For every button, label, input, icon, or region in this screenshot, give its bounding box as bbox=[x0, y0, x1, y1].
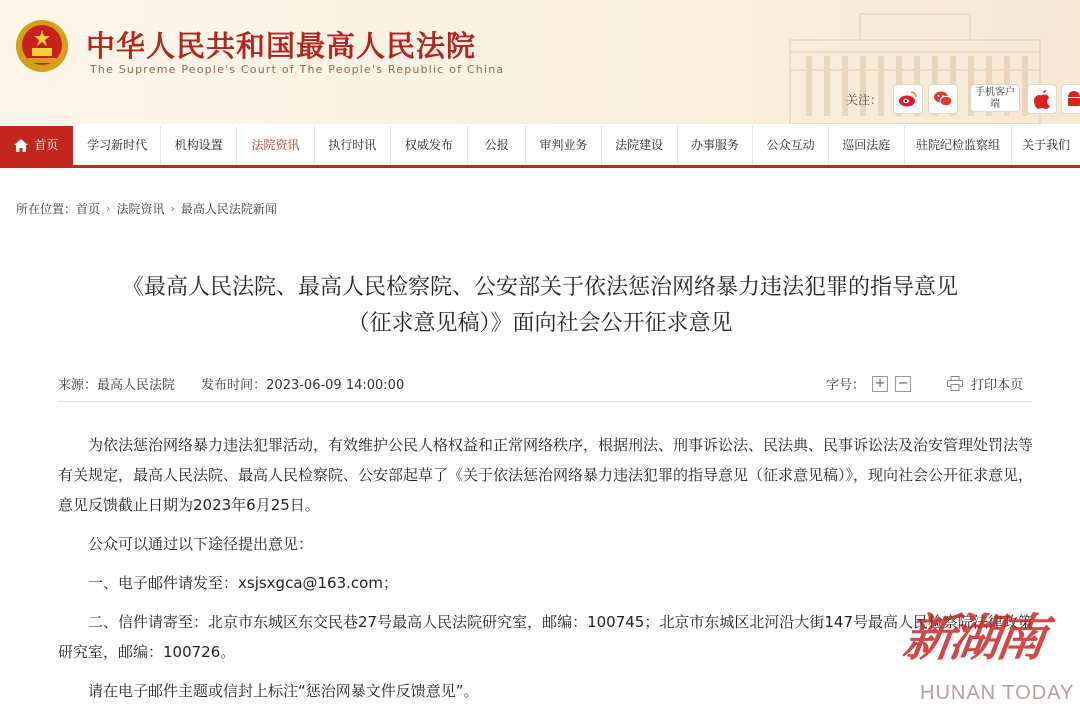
watermark-subtext: HUNAN TODAY bbox=[920, 682, 1075, 704]
article-paragraph: 为依法惩治网络暴力违法犯罪活动，有效维护公民人格权益和正常网络秩序，根据刑法、刑事诉讼法、民法典、民事诉讼法及治安管理处罚法等有关规定，最高人民法院、最高人民检察院、公安部起草了《关于依法惩治网络暴力违法犯罪的指导意见（征求意见稿）》，现向社会公开征求意见，意见反馈截止日期为2023年6月25日。 bbox=[58, 436, 1034, 514]
chevron-right-icon: › bbox=[170, 202, 175, 215]
article-tools bbox=[826, 374, 1023, 393]
font-decrease-button[interactable]: − bbox=[895, 376, 911, 392]
article-meta bbox=[58, 374, 426, 393]
print-label: 打印本页 bbox=[971, 378, 1024, 393]
article-body bbox=[58, 430, 1034, 715]
site-title[interactable]: 中华人民共和国最高人民法院 bbox=[86, 29, 477, 63]
article-paragraph: 公众可以通过以下途径提出意见： bbox=[88, 535, 314, 553]
breadcrumb-prefix: 所在位置：首页 bbox=[16, 202, 101, 216]
weibo-icon[interactable] bbox=[893, 84, 923, 114]
watermark-logo-text: 新湖南 bbox=[899, 608, 1047, 667]
font-size-label: 字号： bbox=[826, 378, 866, 393]
nav-item-jijian[interactable]: 驻院纪检监察组 bbox=[905, 126, 1013, 165]
article-title-line-2: （征求意见稿）》面向社会公开征求意见 bbox=[347, 311, 733, 336]
breadcrumb-home[interactable]: 首页 bbox=[76, 202, 101, 216]
meta-divider bbox=[58, 401, 1032, 402]
wechat-icon[interactable] bbox=[928, 84, 958, 114]
site-header bbox=[0, 0, 1080, 124]
printer-icon bbox=[947, 376, 963, 391]
nav-item-banshi[interactable]: 办事服务 bbox=[678, 126, 754, 165]
apple-icon[interactable] bbox=[1027, 84, 1057, 114]
nav-item-xunhui[interactable]: 巡回法庭 bbox=[829, 126, 905, 165]
site-subtitle: The Supreme People's Court of The People's Republic of China bbox=[90, 63, 505, 76]
nav-item-label: 首页 bbox=[34, 138, 59, 152]
article-title bbox=[40, 270, 1040, 342]
mobile-client-label: 手机客户端 bbox=[975, 87, 1015, 110]
nav-item-gongbao[interactable]: 公报 bbox=[468, 126, 526, 165]
home-icon bbox=[14, 139, 28, 152]
article-paragraph: 一、电子邮件请发至：xsjsxgca@163.com； bbox=[88, 574, 398, 592]
nav-item-quanwei[interactable]: 权威发布 bbox=[391, 126, 469, 165]
main-navigation bbox=[0, 126, 1080, 168]
android-icon[interactable] bbox=[1061, 84, 1080, 114]
national-emblem-icon bbox=[14, 18, 70, 74]
article-paragraph: 二、信件请寄至：北京市东城区东交民巷27号最高人民法院研究室，邮编：100745；北京市东城区北河沿大街147号最高人民检察院法律政策研究室，邮编：100726。 bbox=[58, 613, 1033, 661]
nav-item-gongzhong[interactable]: 公众互动 bbox=[753, 126, 829, 165]
nav-item-fayuan-zixun[interactable]: 法院资讯 bbox=[237, 126, 315, 165]
breadcrumb bbox=[16, 200, 277, 217]
chevron-right-icon: › bbox=[106, 202, 111, 215]
article-publish-time: 发布时间：2023-06-09 14:00:00 bbox=[201, 378, 405, 393]
font-increase-button[interactable]: + bbox=[872, 376, 888, 392]
nav-item-xuexi[interactable]: 学习新时代 bbox=[74, 126, 162, 165]
breadcrumb-fayuan-zixun[interactable]: 法院资讯 bbox=[116, 202, 165, 216]
hunan-today-watermark bbox=[899, 598, 1076, 710]
breadcrumb-current[interactable]: 最高人民法院新闻 bbox=[180, 202, 277, 216]
article-paragraph: 请在电子邮件主题或信封上标注“惩治网暴文件反馈意见”。 bbox=[88, 682, 479, 700]
nav-item-zhixing[interactable]: 执行时讯 bbox=[315, 126, 391, 165]
nav-item-home[interactable] bbox=[0, 126, 74, 165]
article-source: 来源：最高人民法院 bbox=[58, 378, 176, 393]
nav-item-shenpan[interactable]: 审判业务 bbox=[526, 126, 602, 165]
nav-item-jigou[interactable]: 机构设置 bbox=[161, 126, 237, 165]
mobile-client-button[interactable] bbox=[970, 84, 1020, 112]
article-title-line-1: 《最高人民法院、最高人民检察院、公安部关于依法惩治网络暴力违法犯罪的指导意见 bbox=[121, 275, 958, 300]
nav-item-about[interactable]: 关于我们 bbox=[1022, 138, 1071, 152]
print-button[interactable] bbox=[947, 374, 1023, 393]
follow-label: 关注： bbox=[846, 93, 883, 107]
nav-item-jianshe[interactable]: 法院建设 bbox=[602, 126, 678, 165]
